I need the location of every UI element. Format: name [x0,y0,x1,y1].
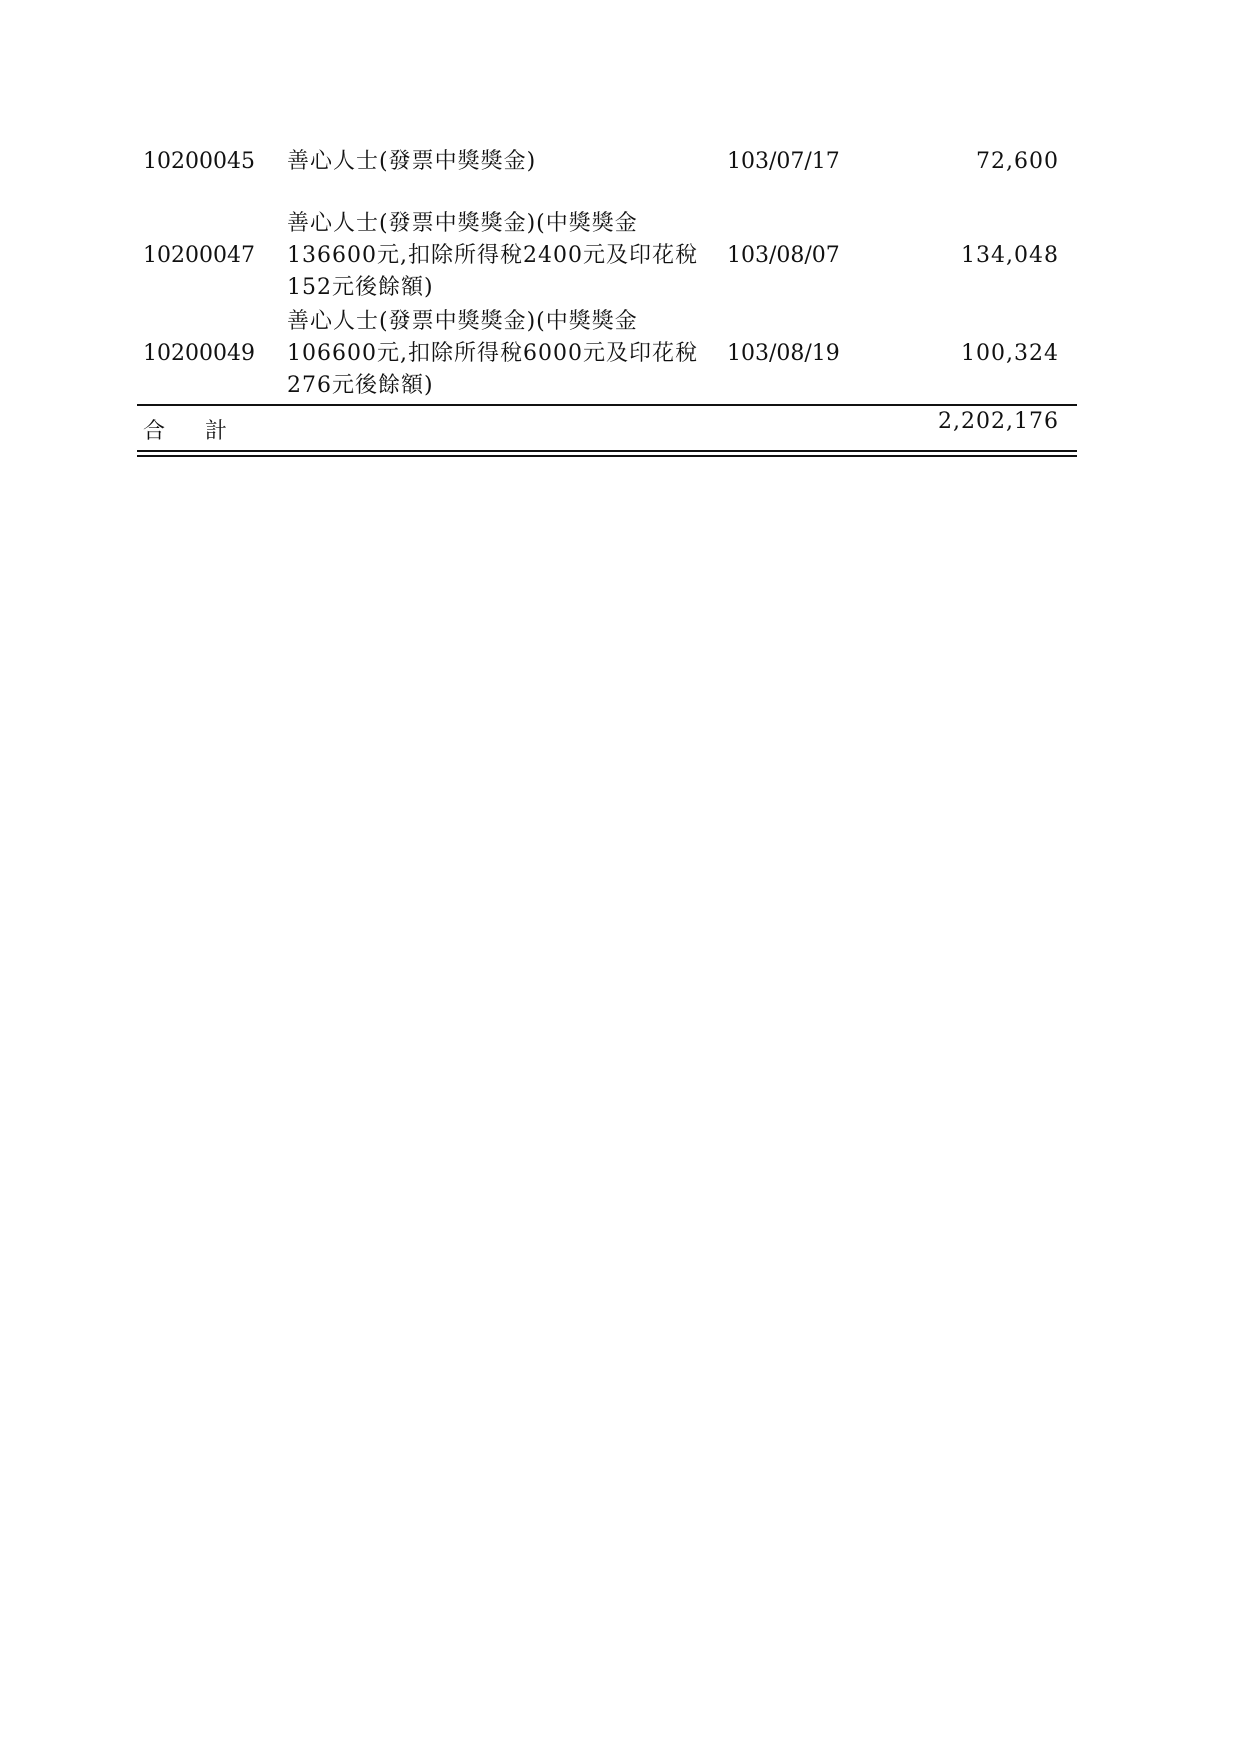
table-row [137,306,1077,404]
donation-date: 103/07/17 [727,149,840,174]
total-label: 合計 [143,419,268,444]
donation-amount: 100,324 [961,341,1059,366]
total-bottom-double-rule [137,450,1077,457]
receipt-number: 10200049 [143,341,255,366]
total-amount: 2,202,176 [938,409,1059,434]
donation-amount: 134,048 [961,243,1059,268]
table-row [137,140,1077,208]
receipt-number: 10200045 [143,149,255,174]
donor-description: 善心人士(發票中獎獎金) [287,149,537,174]
donation-amount: 72,600 [976,149,1059,174]
donor-description: 善心人士(發票中獎獎金)(中獎獎金106600元,扣除所得稅6000元及印花稅276元後餘額) [287,309,698,398]
donation-table [137,140,1077,457]
total-row [137,406,1077,450]
table-row [137,208,1077,306]
receipt-number: 10200047 [143,243,255,268]
donation-date: 103/08/19 [727,341,840,366]
donation-date: 103/08/07 [727,243,840,268]
donor-description: 善心人士(發票中獎獎金)(中獎獎金136600元,扣除所得稅2400元及印花稅152元後餘額) [287,211,698,300]
